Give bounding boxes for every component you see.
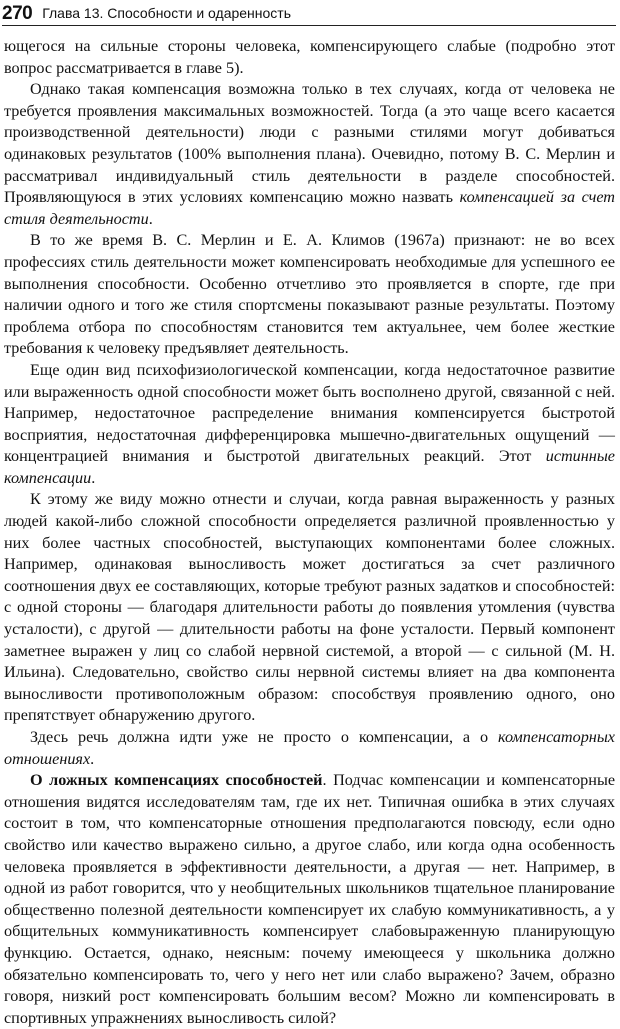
text-run: Однако такая компенсация возможна только в тех случаях, когда от человека не требуется проявления максимальных возможностей. Тогда (а это чаще всего касается производственной деятельности) люди с разными стилями могут добиваться одинаковых результатов (100% выполнения плана). Очевидно, потому В. С. Мерлин и рассматривал индивидуальный стиль деятельности в разделе способностей. Проявляющуюся в этих условиях компенсацию можно назвать [4,80,615,207]
paragraph [4,770,615,1029]
text-run: В то же время В. С. Мерлин и Е. А. Климов (1967а) признают: не во всех профессиях стиль деятельности может компенсировать необходимые для успешного ее выполнения способности. Особенно отчетливо это проявляется в спорте, где при наличии одного и того же стиля спортсмены показывают разные результаты. Поэтому проблема отбора по способностям становится тем актуальнее, чем более жесткие требования к человеку предъявляет деятельность. [4,231,615,358]
text-run: Здесь речь должна идти уже не просто о компенсации, а о [30,728,498,746]
italic-term: компенсаторных отношениях [4,728,615,768]
section-run-in-heading: О ложных компенсациях способностей [30,771,323,790]
italic-term: истинные компенсации [4,447,615,487]
paragraph [4,36,615,79]
text-run: К этому же виду можно отнести и случаи, когда равная выраженность у разных людей какой-либо сложной способности определяется различной проявленностью у них более частных способностей, выступающих компонентами более сложных. Например, одинаковая выносливость может достигаться за счет различного соотношения двух ее составляющих, которые требуют разных задатков и способностей: с одной стороны — благодаря длительности работы до появления утомления (чувства усталости), с другой — длительности работы на фоне усталости. Первый компонент заметнее выражен у лиц со слабой нервной системой, а второй — с сильной (М. Н. Ильина). Следовательно, свойство силы нервной системы влияет на два компонента выносливости противоположным образом: способствуя проявлению одного, оно препятствует обнаружению другого. [4,490,615,725]
text-run: . [148,209,153,228]
paragraph [4,489,615,727]
paragraph [4,79,615,230]
running-head: Глава 13. Способности и одаренность [42,5,292,21]
italic-term: компенсацией за счет стиля деятельности [4,188,615,228]
text-run: . [91,468,96,487]
text-run: . Подчас компенсации и компенсаторные отношения видятся исследователям там, где их нет. Типичная ошибка в этих случаях состоит в том, что компенсаторные отношения предполагаются повсюду, если одно свойство или качество выражено сильно, а другое слабо, или когда одна особенность человека проявляется в эффективности деятельности, а другая — нет. Например, в одной из работ говорится, что у необщительных школьников тщательное планирование общественно полезной деятельности компенсирует их слабую коммуникативность, а у общительных коммуникативность компенсирует слабовыраженную планирующую функцию. Остается, однако, неясным: почему имеющееся у школьника должно обязательно компенсировать то, чего у него нет или слабо выражено? Зачем, образно говоря, низкий рост компенсировать большим весом? Можно ли компенсировать в спортивных упражнениях выносливость силой? [4,771,615,1027]
paragraph [4,360,615,490]
paragraph [4,727,615,770]
page-header [2,1,616,26]
body-text [4,36,615,1029]
text-run: ющегося на сильные стороны человека, компенсирующего слабые (подробно этот вопрос рассматривается в главе 5). [4,37,615,77]
page-number: 270 [2,3,33,24]
paragraph [4,230,615,360]
text-run: . [90,749,95,768]
text-run: Еще один вид психофизиологической компенсации, когда недостаточное развитие или выраженность одной способности может быть восполнено другой, связанной с ней. Например, недостаточное распределение внимания компенсируется быстротой восприятия, недостаточная дифференцировка мышечно-двигательных ощущений — концентрацией внимания и быстротой двигательных реакций. Этот [4,360,615,466]
